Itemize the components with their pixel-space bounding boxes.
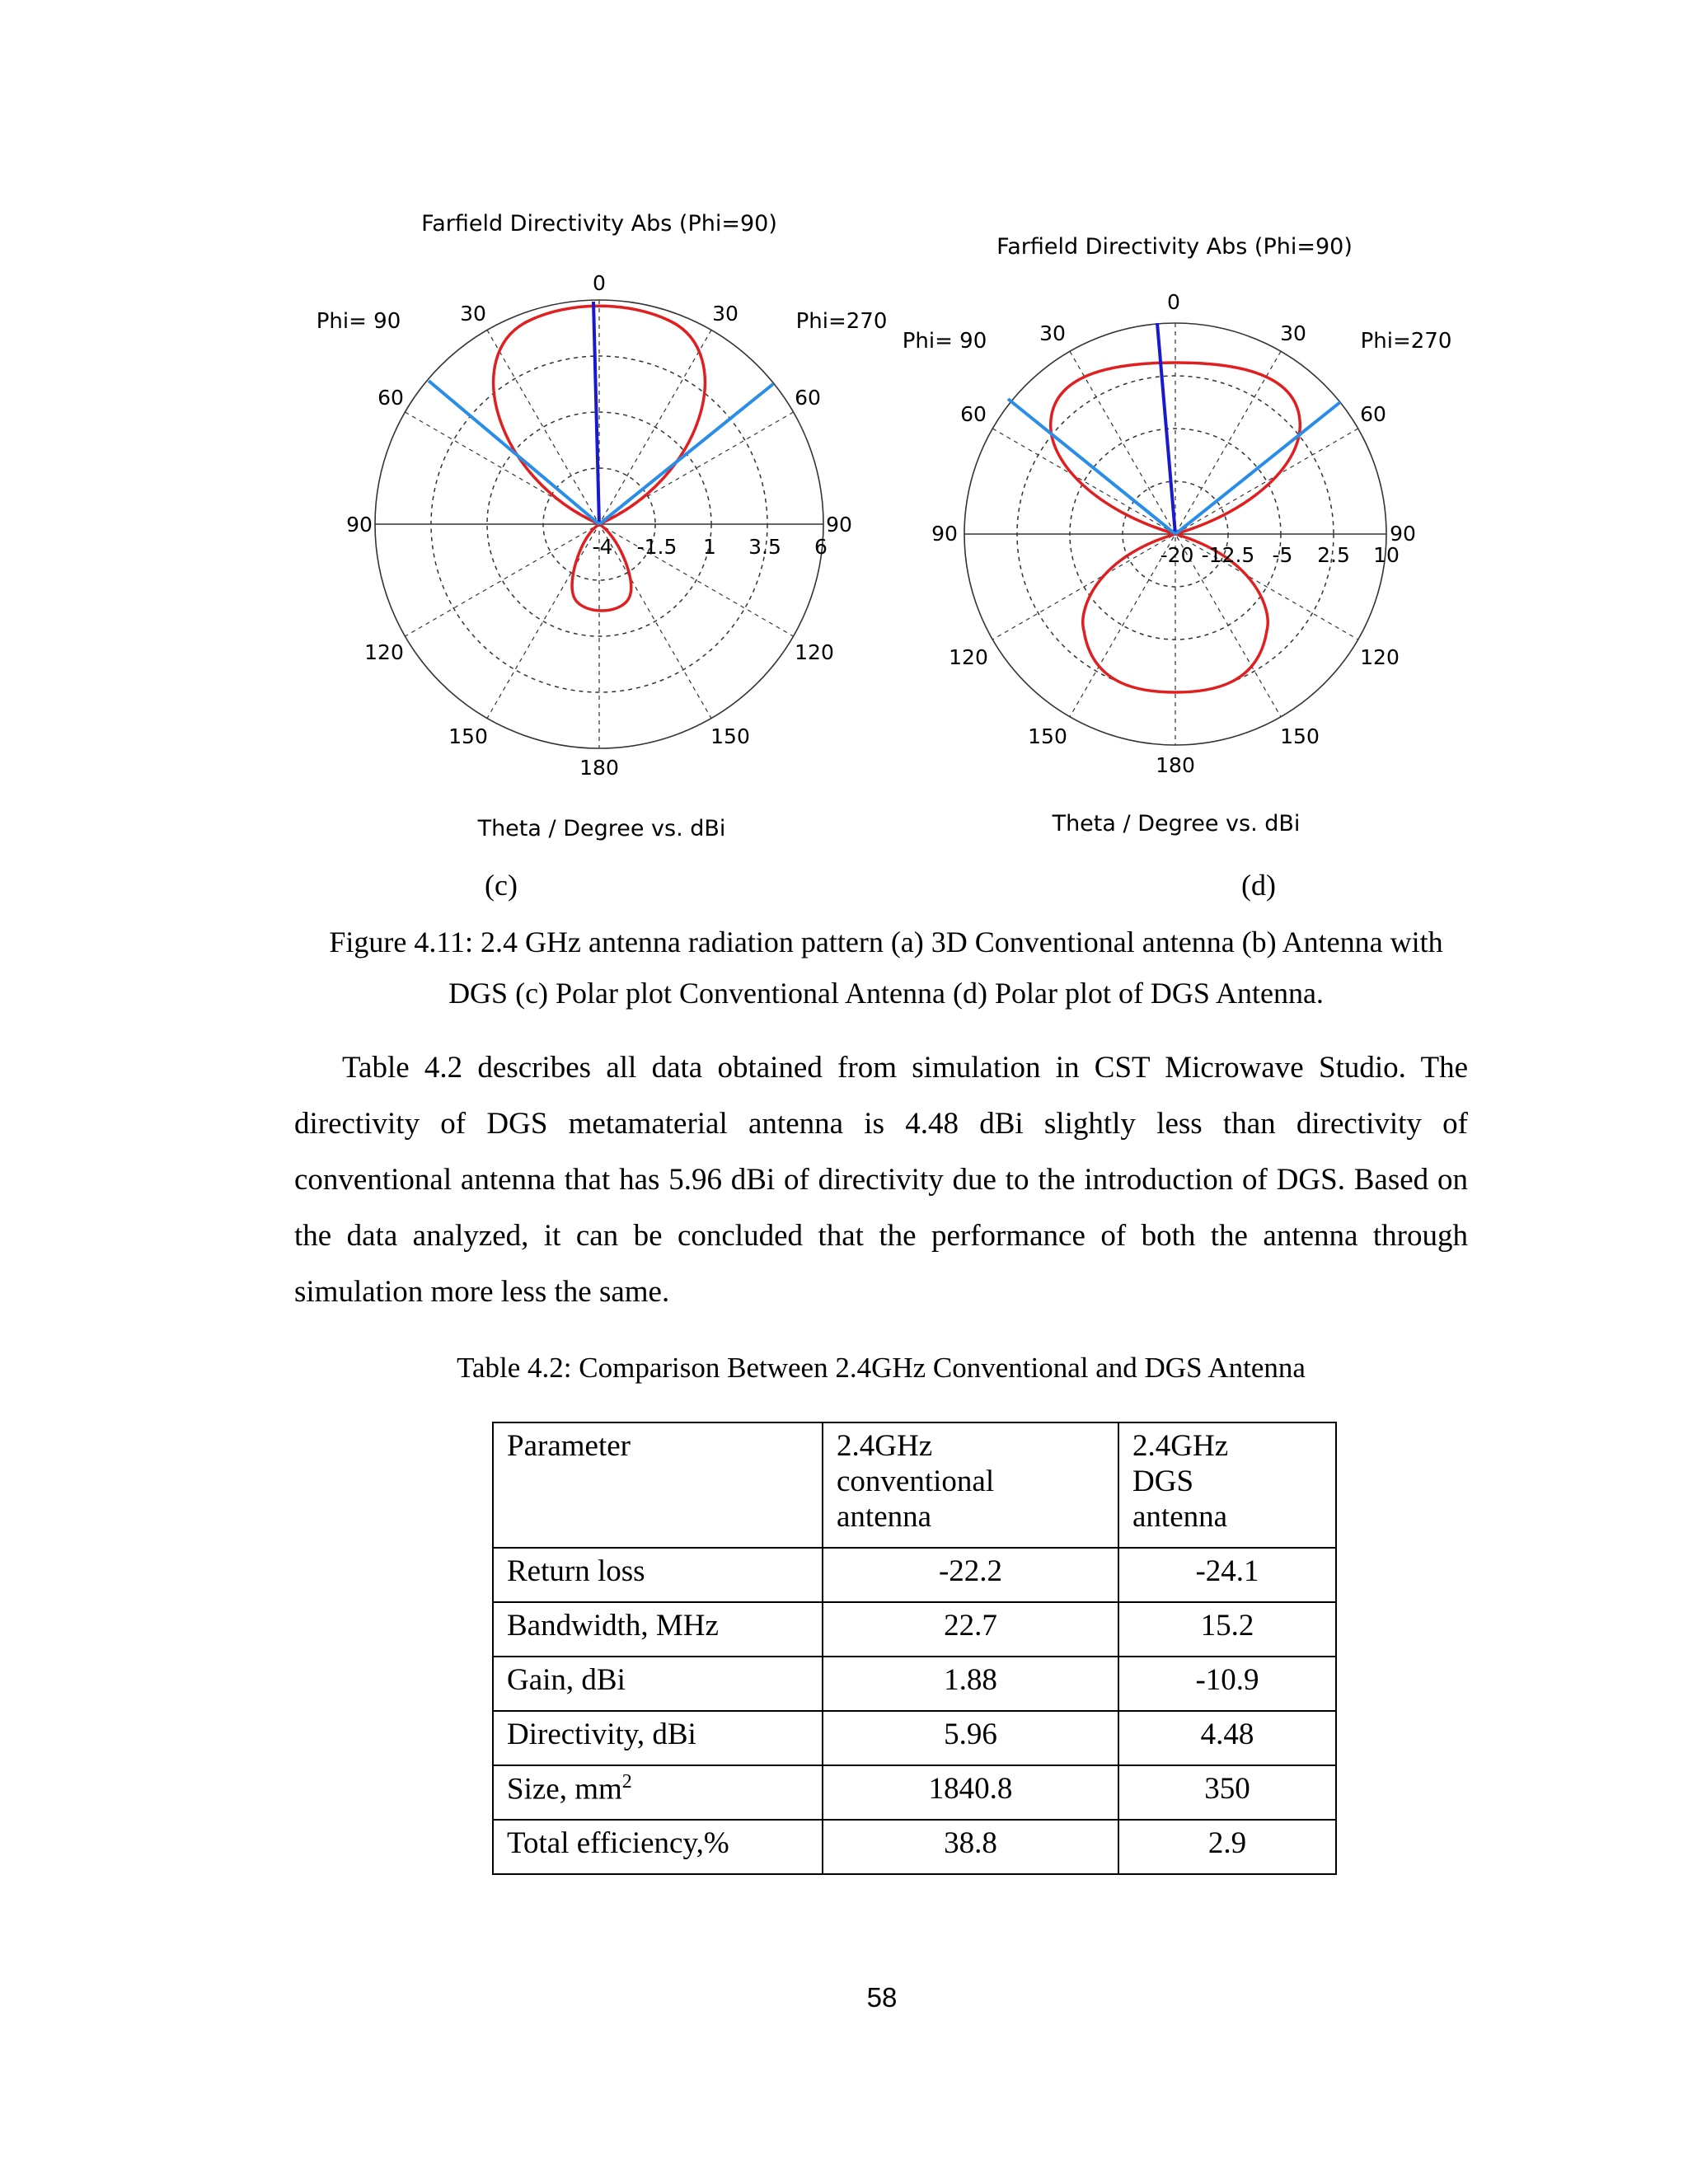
subfigure-label-d: (d) xyxy=(1241,869,1276,902)
header-conventional: 2.4GHz conventional antenna xyxy=(823,1422,1118,1548)
angle-label: 60 xyxy=(795,386,821,410)
row-label: Size, $mm^2$ xyxy=(493,1765,823,1820)
cell-conventional: 1.88 xyxy=(823,1657,1118,1711)
table-row xyxy=(493,1548,1336,1602)
phi-right-label: Phi=270 xyxy=(795,309,888,334)
angle-label: 120 xyxy=(949,645,988,669)
angle-label: 30 xyxy=(712,302,738,326)
angle-label: 150 xyxy=(710,724,750,748)
header-dgs: 2.4GHz DGS antenna xyxy=(1118,1422,1336,1548)
cell-conventional: 38.8 xyxy=(823,1820,1118,1874)
table-row xyxy=(493,1820,1336,1874)
cell-conventional: 5.96 xyxy=(823,1711,1118,1765)
angle-label: 120 xyxy=(795,640,834,664)
cell-dgs: -10.9 xyxy=(1118,1657,1336,1711)
radial-tick: 1 xyxy=(703,535,716,559)
phi-left-label: Phi= 90 xyxy=(902,329,987,354)
main-beam-direction-line xyxy=(1157,323,1175,534)
caption-line: Figure 4.11: 2.4 GHz antenna radiation pattern (a) 3D Conventional antenna (b) Antenna with xyxy=(329,926,1443,958)
axis-caption: Theta / Degree vs. dBi xyxy=(1052,811,1301,837)
radial-tick: -20 xyxy=(1160,543,1194,567)
cell-conventional: -22.2 xyxy=(823,1548,1118,1602)
beamwidth-line-left xyxy=(1008,399,1175,534)
radial-tick: 2.5 xyxy=(1317,543,1350,567)
angle-label: 60 xyxy=(1360,402,1386,426)
table-header-row xyxy=(493,1422,1336,1548)
beamwidth-line-right xyxy=(599,384,773,524)
angle-label: 150 xyxy=(1028,724,1067,748)
paragraph-text: Table 4.2 describes all data obtained from simulation in CST Microwave Studio. The directivity of DGS metamaterial antenna is 4.48 dBi slightly less than directivity of conventional antenna that has 5.96 dBi of directivity due to the introduction of DGS. Based on the data analyzed, it can be concluded that the performance of both the antenna through simulation more less the same. xyxy=(294,1051,1468,1309)
subfigure-label-c: (c) xyxy=(485,869,518,902)
angle-label: 150 xyxy=(448,724,488,748)
table-caption: Table 4.2: Comparison Between 2.4GHz Conventional and DGS Antenna xyxy=(457,1352,1306,1384)
cell-dgs: -24.1 xyxy=(1118,1548,1336,1602)
angle-label: 120 xyxy=(364,640,404,664)
row-label: Gain, dBi xyxy=(493,1657,823,1711)
radial-tick: -12.5 xyxy=(1201,543,1255,567)
polar-plot-dgs xyxy=(890,0,1688,857)
row-label: Total efficiency,% xyxy=(493,1820,823,1874)
axis-caption: Theta / Degree vs. dBi xyxy=(477,816,726,841)
main-beam-direction-line xyxy=(593,302,599,524)
figure-caption xyxy=(280,916,1492,1019)
unit-superscript: 2 xyxy=(621,1771,632,1793)
cell-dgs: 4.48 xyxy=(1118,1711,1336,1765)
caption-line: DGS (c) Polar plot Conventional Antenna (d) Polar plot of DGS Antenna. xyxy=(448,977,1324,1010)
table-row xyxy=(493,1657,1336,1711)
polar-plot-conventional xyxy=(0,0,890,857)
cell-dgs: 15.2 xyxy=(1118,1602,1336,1657)
angle-label: 60 xyxy=(377,386,404,410)
angle-label: 90 xyxy=(826,513,852,537)
row-label: Bandwidth, MHz xyxy=(493,1602,823,1657)
angle-label: 0 xyxy=(593,271,606,295)
cell-conventional: 1840.8 xyxy=(823,1765,1118,1820)
row-label: Return loss xyxy=(493,1548,823,1602)
body-paragraph xyxy=(294,1040,1468,1320)
phi-left-label: Phi= 90 xyxy=(316,309,401,334)
angle-label: 60 xyxy=(960,402,987,426)
row-label: Directivity, dBi xyxy=(493,1711,823,1765)
plot-title: Farfield Directivity Abs (Phi=90) xyxy=(996,234,1353,260)
angle-label: 180 xyxy=(579,756,619,780)
radial-tick: -1.5 xyxy=(636,535,678,559)
radial-tick: -5 xyxy=(1272,543,1293,567)
angle-label: 30 xyxy=(1039,321,1066,345)
angle-label: 30 xyxy=(460,302,486,326)
angle-label: 150 xyxy=(1280,724,1320,748)
phi-right-label: Phi=270 xyxy=(1360,329,1452,354)
cell-conventional: 22.7 xyxy=(823,1602,1118,1657)
radial-tick: 10 xyxy=(1373,543,1400,567)
angle-label: 180 xyxy=(1156,753,1195,777)
cell-dgs: 350 xyxy=(1118,1765,1336,1820)
plot-title: Farfield Directivity Abs (Phi=90) xyxy=(421,211,777,237)
header-parameter: Parameter xyxy=(493,1422,823,1548)
comparison-table xyxy=(492,1422,1337,1875)
angle-label: 90 xyxy=(931,522,958,546)
table-row xyxy=(493,1711,1336,1765)
table-row xyxy=(493,1765,1336,1820)
radial-tick: 6 xyxy=(814,535,828,559)
radial-tick: -4 xyxy=(592,535,613,559)
angle-label: 30 xyxy=(1280,321,1306,345)
angle-label: 120 xyxy=(1360,645,1400,669)
angle-label: 90 xyxy=(1390,522,1416,546)
radial-tick: 3.5 xyxy=(748,535,781,559)
page-number: 58 xyxy=(866,1982,898,2013)
cell-dgs: 2.9 xyxy=(1118,1820,1336,1874)
table-row xyxy=(493,1602,1336,1657)
angle-label: 0 xyxy=(1167,290,1180,314)
beamwidth-line-left xyxy=(429,381,599,524)
beamwidth-line-right xyxy=(1175,402,1340,534)
angle-label: 90 xyxy=(346,513,373,537)
